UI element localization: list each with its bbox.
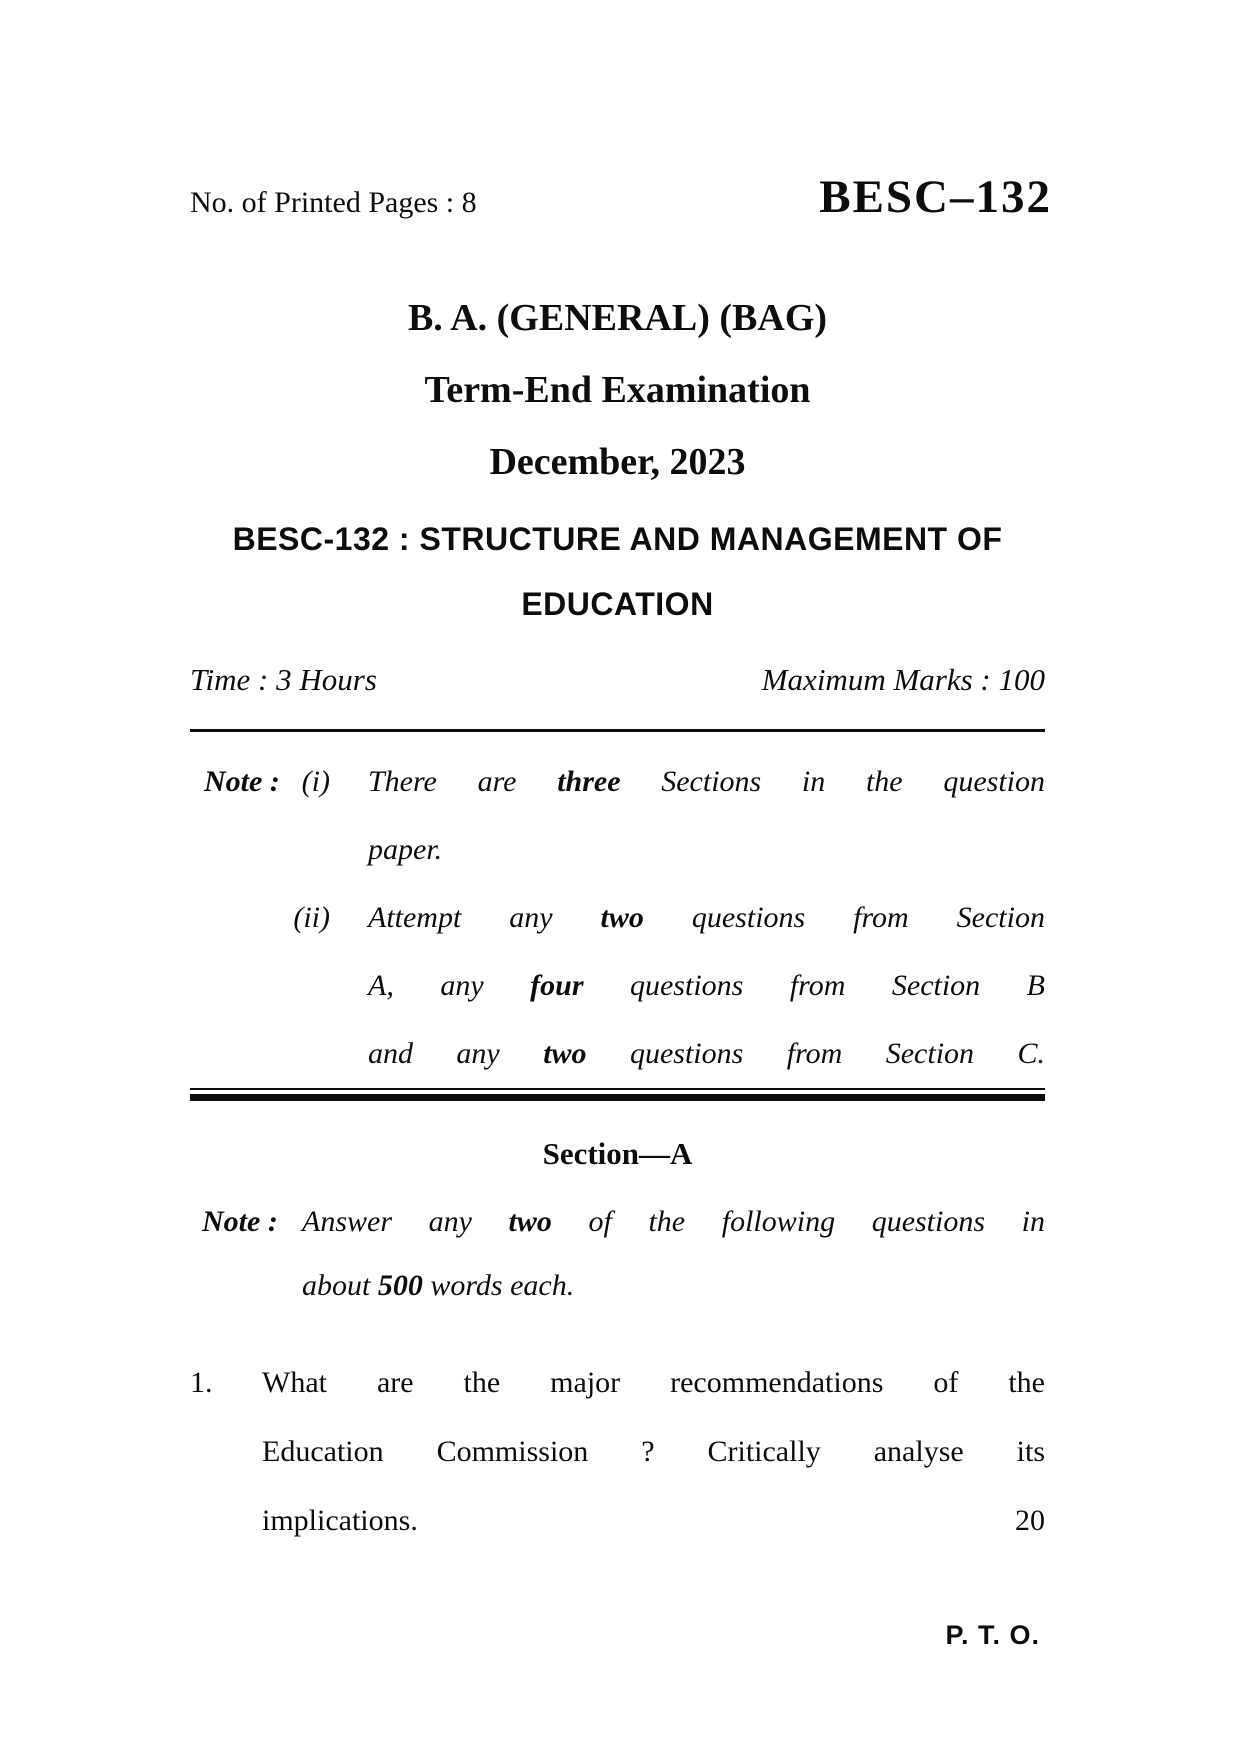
maximum-marks: Maximum Marks : 100	[761, 662, 1045, 697]
note-item-marker: (i)	[301, 765, 330, 798]
text-run: questions from Section B	[583, 969, 1046, 1002]
exam-session: December, 2023	[489, 441, 746, 483]
time-allowed: Time : 3 Hours	[190, 662, 377, 697]
spacer-cell	[190, 884, 290, 952]
note-text-line	[330, 1020, 1045, 1088]
emphasis-text: three	[557, 765, 621, 798]
general-note	[190, 748, 1045, 1088]
pto-label: P. T. O.	[945, 1620, 1040, 1650]
text-run: Answer any	[302, 1205, 509, 1238]
note-label: Note :	[204, 765, 280, 798]
spacer-cell	[190, 1020, 290, 1088]
course-title-line1: BESC-132 : STRUCTURE AND MANAGEMENT OF	[232, 521, 1003, 557]
question-1	[190, 1348, 1045, 1555]
question-tail-text: implications.	[262, 1504, 418, 1537]
text-run: Sections in the question	[620, 765, 1045, 798]
exam-meta-row	[190, 662, 1045, 698]
note-text-line	[330, 816, 1045, 884]
text-run: of the following questions in	[551, 1205, 1045, 1238]
note-text-line	[302, 1254, 1045, 1318]
text-run: and any	[368, 1037, 544, 1070]
question-marks: 20	[1015, 1504, 1045, 1537]
emphasis-text: two	[600, 901, 644, 934]
spacer-cell	[190, 816, 290, 884]
emphasis-text: two	[508, 1205, 552, 1238]
note-text-line	[330, 748, 1045, 816]
spacer-cell	[290, 952, 330, 1020]
note-text-line	[302, 1190, 1045, 1254]
text-run: What are the major recommendations of the	[262, 1366, 1045, 1399]
text-run: about	[302, 1269, 378, 1302]
emphasis-text: two	[543, 1037, 587, 1070]
paper-code: BESC–132	[819, 171, 1052, 223]
program-title: B. A. (GENERAL) (BAG)	[407, 297, 828, 339]
page-header	[190, 170, 1052, 224]
spacer-cell	[190, 1417, 262, 1486]
text-run: Attempt any	[368, 901, 601, 934]
question-text-line	[262, 1417, 1045, 1486]
spacer-cell	[290, 1020, 330, 1088]
text-run: Education Commission ? Critically analyse its	[262, 1435, 1045, 1468]
course-title-line2: EDUCATION	[521, 586, 714, 622]
text-run: A, any	[368, 969, 531, 1002]
spacer-cell	[190, 1254, 302, 1318]
question-number: 1.	[190, 1366, 213, 1399]
emphasis-text: four	[530, 969, 584, 1002]
section-a-heading: Section—A	[542, 1136, 693, 1171]
text-run: questions from Section	[643, 901, 1045, 934]
spacer-cell	[190, 952, 290, 1020]
horizontal-rule	[190, 729, 1045, 732]
note-text-line	[330, 952, 1045, 1020]
question-last-line	[262, 1486, 1045, 1555]
printed-pages-label: No. of Printed Pages : 8	[190, 186, 477, 219]
note-text-line	[330, 884, 1045, 952]
text-run: There are	[368, 765, 558, 798]
note-item-marker: (ii)	[293, 901, 330, 934]
question-text-line	[262, 1348, 1045, 1417]
spacer-cell	[190, 1486, 262, 1555]
exam-title: Term-End Examination	[424, 369, 811, 411]
double-rule-thick-line	[190, 1094, 1045, 1101]
section-a-note	[190, 1190, 1045, 1318]
emphasis-text: 500	[377, 1269, 423, 1302]
note-label: Note :	[202, 1205, 278, 1238]
text-run: paper.	[368, 833, 443, 866]
spacer-cell	[290, 816, 330, 884]
text-run: words each.	[422, 1269, 575, 1302]
text-run: questions from Section C.	[586, 1037, 1045, 1070]
double-rule	[190, 1088, 1045, 1101]
